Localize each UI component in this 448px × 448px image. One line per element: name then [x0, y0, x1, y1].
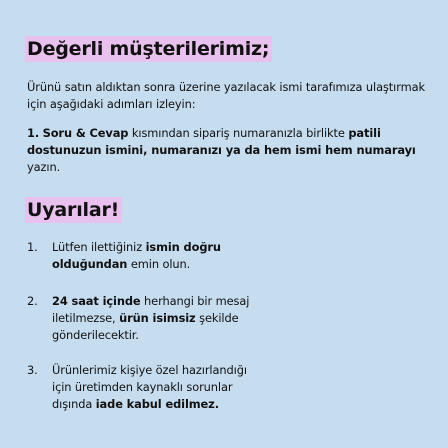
warning-text-a: Ürünlerimiz kişiye özel hazırlandığı için üretimden kaynaklı sorunlar dışında: [52, 363, 247, 411]
warnings-title: Uyarılar!: [25, 197, 122, 223]
step-bold-a: Soru & Cevap: [42, 126, 129, 140]
step-text-b: yazın.: [27, 160, 61, 174]
step-number: 1.: [27, 126, 40, 140]
warning-bold-a: ismin doğru olduğundan: [52, 240, 221, 271]
instruction-step: [27, 125, 427, 176]
warning-item-2: [27, 293, 422, 344]
intro-text: Ürünü satın aldıktan sonra üzerine yazılacak ismi tarafımıza ulaştırmak için aşağıdaki adımları izleyin:: [27, 80, 425, 111]
step-bold-b: patili dostunuzun ismini, numaranızı ya da hem ismi hem numarayı: [27, 126, 416, 157]
warning-number: 2.: [27, 294, 38, 308]
warning-text-b: emin olun.: [127, 257, 191, 271]
warning-bold-a: iade kabul edilmez.: [95, 397, 219, 411]
warning-number: 1.: [27, 240, 38, 254]
warning-bold-a: 24 saat içinde: [52, 294, 141, 308]
warning-text-b: şekilde gönderilecektir.: [52, 311, 239, 342]
warning-item-3: [27, 362, 422, 413]
warning-number: 3.: [27, 363, 38, 377]
page-title: Değerli müşterilerimiz;: [25, 36, 272, 62]
warning-item-1: [27, 239, 422, 273]
warning-bold-b: ürün isimsiz: [119, 311, 196, 325]
warning-text-a: herhangi bir mesaj iletilmezse,: [52, 294, 250, 325]
step-text-a: kısmından sipariş numaranızla birlikte: [128, 126, 349, 140]
warning-text-a: Lütfen ilettiğiniz: [52, 240, 146, 254]
